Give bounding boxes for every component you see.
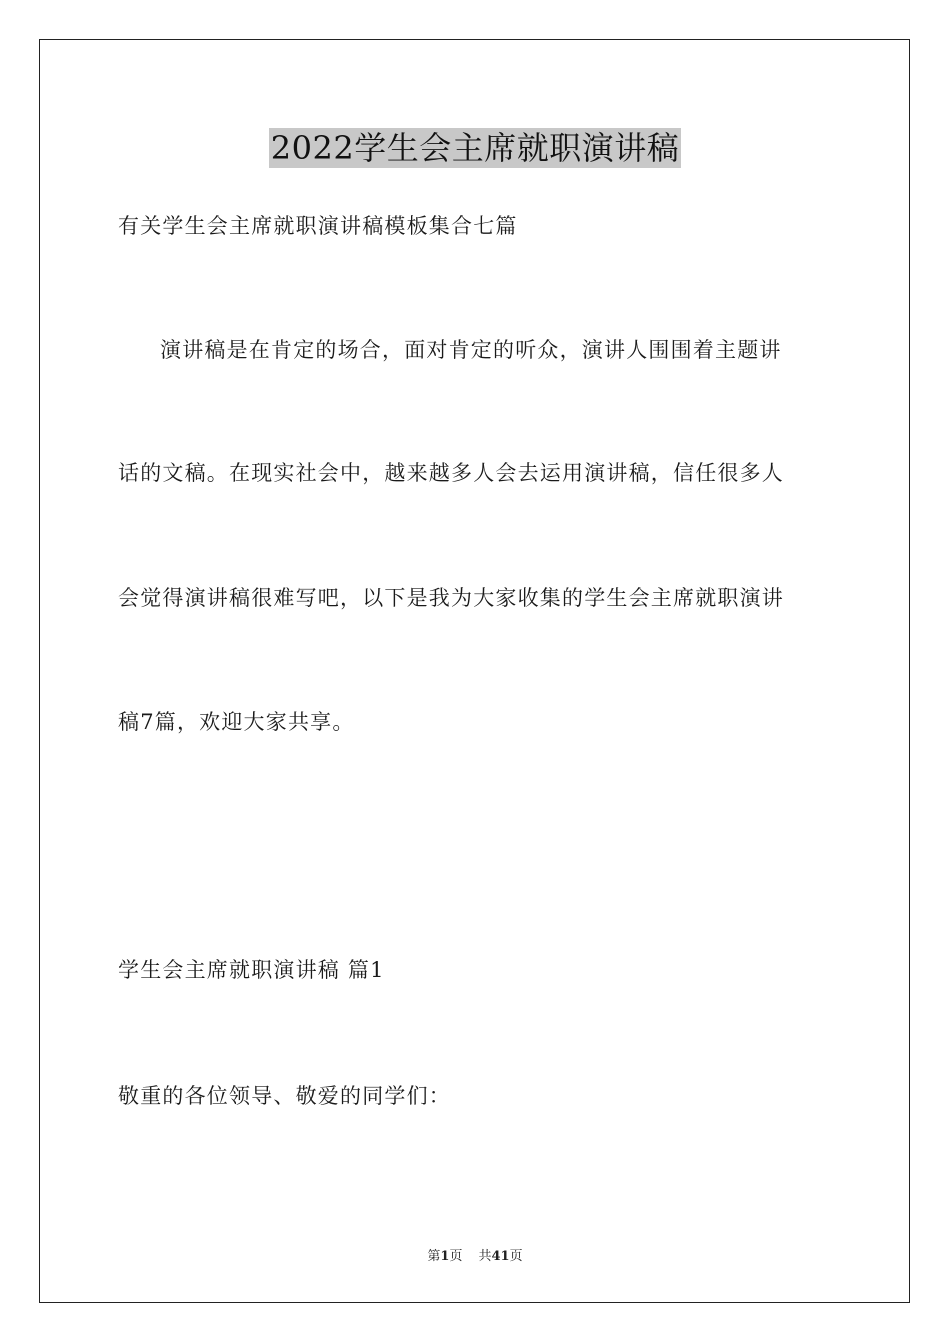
document-title: 2022学生会主席就职演讲稿 (270, 129, 680, 167)
page-footer (0, 1248, 950, 1266)
intro-line-4: 稿7篇，欢迎大家共享。 (118, 710, 355, 734)
document-subtitle: 有关学生会主席就职演讲稿模板集合七篇 (118, 214, 518, 238)
title-container (0, 128, 950, 168)
footer-page-number: 1 (440, 1249, 450, 1264)
intro-line-1: 演讲稿是在肯定的场合，面对肯定的听众，演讲人围围着主题讲 (160, 338, 782, 362)
section-heading: 学生会主席就职演讲稿 篇1 (118, 958, 385, 982)
intro-line-2: 话的文稿。在现实社会中，越来越多人会去运用演讲稿，信任很多人 (118, 461, 784, 485)
footer-total-prefix: 共 (478, 1249, 492, 1264)
footer-total-suffix: 页 (509, 1249, 523, 1264)
footer-page-prefix: 第 (427, 1249, 441, 1264)
salutation: 敬重的各位领导、敬爱的同学们： (118, 1084, 451, 1108)
intro-line-3: 会觉得演讲稿很难写吧，以下是我为大家收集的学生会主席就职演讲 (118, 586, 784, 610)
footer-total-pages: 41 (491, 1249, 510, 1264)
footer-page-suffix: 页 (449, 1249, 463, 1264)
